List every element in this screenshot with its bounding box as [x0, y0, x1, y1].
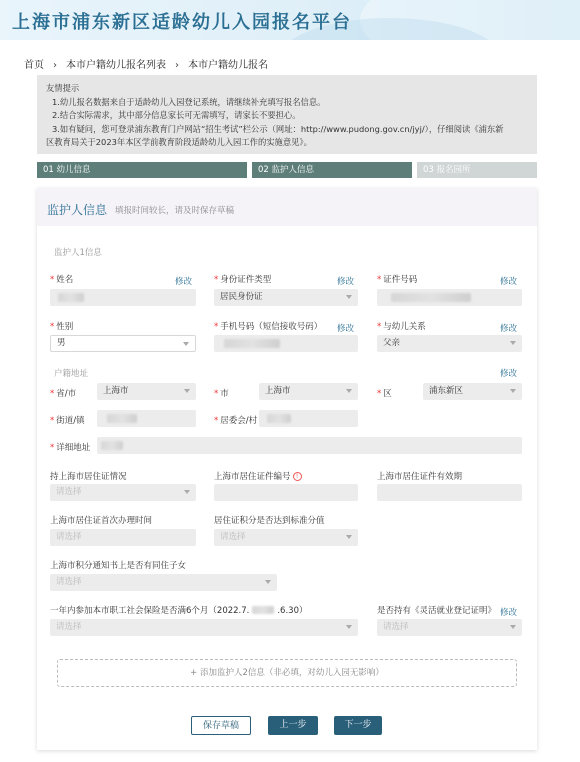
- chevron-down-icon: [184, 389, 190, 393]
- committee-field[interactable]: [259, 410, 358, 427]
- notice-line: 3.如有疑问，您可登录浦东教育门户网站“招生考试”栏公示（网址：http://www.pudong.gov.cn/jyj/），仔细阅读《浦东新: [52, 123, 504, 134]
- residence-validity-field[interactable]: [377, 484, 522, 501]
- residence-number-field[interactable]: [214, 484, 358, 501]
- residence-status-label: 持上海市居住证情况: [50, 472, 127, 482]
- card-header: [37, 188, 537, 226]
- id-number-label: * 证件号码: [377, 275, 418, 285]
- residence-number-label: 上海市居住证件编号 !: [214, 470, 302, 482]
- next-step-button[interactable]: 下一步: [334, 716, 382, 735]
- card-subtitle: 填报时间较长，请及时保存草稿: [115, 206, 235, 216]
- card-title: 监护人信息: [47, 203, 108, 217]
- step-progress: [37, 162, 537, 178]
- chevron-down-icon: [346, 625, 352, 629]
- notice-title: 友情提示: [46, 83, 80, 93]
- points-cohabit-label: 上海市积分通知书上是否有同住子女: [50, 561, 187, 571]
- site-title: 上海市浦东新区适龄幼儿入园报名平台: [12, 12, 352, 33]
- chevron-down-icon: [346, 535, 352, 539]
- residence-points-select[interactable]: 请选择: [214, 529, 358, 546]
- detail-address-label: * 详细地址: [50, 443, 91, 453]
- residence-status-select[interactable]: 请选择: [50, 484, 196, 501]
- name-field[interactable]: [50, 289, 196, 306]
- info-icon[interactable]: !: [293, 472, 302, 481]
- committee-label: * 居委会/村: [214, 416, 258, 426]
- residence-first-label: 上海市居住证首次办理时间: [50, 516, 153, 526]
- notice-line: 2.结合实际需求，其中部分信息家长可无需填写，请家长不要担心。: [52, 110, 301, 120]
- notice-box: [37, 75, 537, 154]
- chevron-down-icon: [510, 341, 516, 345]
- id-number-field[interactable]: [377, 289, 522, 306]
- chevron-down-icon: [346, 295, 352, 299]
- guardian-form-card: [37, 188, 537, 750]
- redacted-text: [252, 606, 274, 614]
- residence-first-field[interactable]: 请选择: [50, 529, 196, 546]
- social-security-label: 一年内参加本市职工社会保险是否满6个月（2022.7. .6.30）: [50, 606, 308, 616]
- points-cohabit-select[interactable]: 请选择: [50, 574, 277, 591]
- redacted-text: [107, 414, 137, 423]
- edit-name-link[interactable]: 修改: [175, 277, 193, 287]
- redacted-text: [101, 441, 123, 450]
- name-label: * 姓名: [50, 275, 74, 285]
- street-field[interactable]: [97, 410, 196, 427]
- district-select[interactable]: 浦东新区: [423, 383, 522, 400]
- step-child-info[interactable]: 01 幼儿信息: [37, 162, 247, 178]
- district-label: * 区: [377, 389, 392, 399]
- step-guardian-info[interactable]: 02 监护人信息: [252, 162, 412, 178]
- step-kindergarten[interactable]: 03 报名园所: [417, 162, 537, 178]
- edit-id-number-link[interactable]: 修改: [500, 277, 518, 287]
- save-draft-button[interactable]: 保存草稿: [191, 716, 251, 735]
- chevron-right-icon: ›: [53, 60, 57, 71]
- detail-address-field[interactable]: [97, 437, 522, 454]
- relation-select[interactable]: 父亲: [377, 335, 522, 352]
- flexible-job-label: 是否持有《灵活就业登记证明》: [377, 606, 497, 616]
- gender-select[interactable]: 男: [50, 335, 196, 352]
- edit-flexible-job-link[interactable]: 修改: [500, 608, 518, 618]
- previous-step-button[interactable]: 上一步: [268, 716, 318, 735]
- hukou-address-section: 户籍地址: [54, 369, 89, 379]
- city-label: * 市: [214, 389, 229, 399]
- chevron-down-icon: [183, 342, 189, 346]
- social-security-select[interactable]: 请选择: [50, 619, 358, 636]
- redacted-text: [267, 414, 291, 423]
- edit-hukou-link[interactable]: 修改: [500, 369, 518, 379]
- residence-points-label: 居住证积分是否达到标准分值: [214, 516, 325, 526]
- phone-label: * 手机号码（短信接收号码）: [214, 322, 323, 332]
- breadcrumb-current: 本市户籍幼儿报名: [188, 60, 268, 71]
- relation-label: * 与幼儿关系: [377, 322, 426, 332]
- chevron-down-icon: [346, 389, 352, 393]
- section-guardian1: 监护人1信息: [54, 248, 102, 258]
- flexible-job-select[interactable]: 请选择: [377, 619, 522, 636]
- edit-phone-link[interactable]: 修改: [337, 324, 355, 334]
- edit-relation-link[interactable]: 修改: [500, 324, 518, 334]
- notice-line: 区教育局关于2023年本区学前教育阶段适龄幼儿入园工作的实施意见》。: [46, 137, 312, 147]
- breadcrumb-list[interactable]: 本市户籍幼儿报名列表: [66, 60, 166, 71]
- redacted-text: [58, 293, 84, 302]
- chevron-down-icon: [184, 490, 190, 494]
- chevron-down-icon: [510, 625, 516, 629]
- edit-id-type-link[interactable]: 修改: [337, 277, 355, 287]
- chevron-right-icon: ›: [175, 60, 179, 71]
- breadcrumb: [24, 56, 268, 71]
- id-type-label: * 身份证件类型: [214, 275, 272, 285]
- redacted-text: [224, 339, 280, 348]
- street-label: * 街道/镇: [50, 416, 85, 426]
- header-banner: [0, 0, 580, 40]
- notice-line: 1.幼儿报名数据来自于适龄幼儿入园登记系统，请继续补充填写报名信息。: [52, 96, 326, 107]
- province-label: * 省/市: [50, 389, 77, 399]
- chevron-down-icon: [265, 580, 271, 584]
- breadcrumb-home[interactable]: 首页: [24, 60, 44, 71]
- id-type-select[interactable]: 居民身份证: [214, 289, 358, 306]
- redacted-text: [391, 293, 471, 302]
- residence-validity-label: 上海市居住证件有效期: [377, 472, 463, 482]
- phone-field[interactable]: [214, 335, 358, 352]
- add-guardian2-button[interactable]: + 添加监护人2信息（非必填，对幼儿入园无影响）: [57, 659, 517, 687]
- city-select[interactable]: 上海市: [259, 383, 358, 400]
- province-select[interactable]: 上海市: [97, 383, 196, 400]
- gender-label: * 性别: [50, 322, 74, 332]
- chevron-down-icon: [510, 389, 516, 393]
